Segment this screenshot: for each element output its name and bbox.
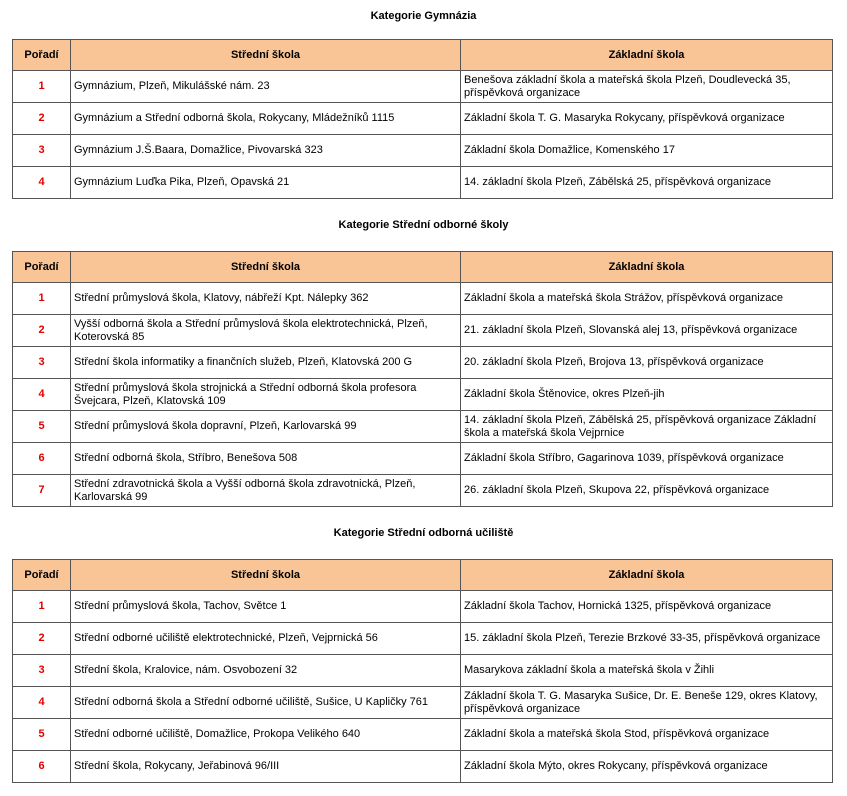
header-elementary-school: Základní škola [461, 252, 833, 283]
results-table-stredni-odborna-uciliste [12, 559, 833, 783]
results-table-gymnazia [12, 39, 833, 199]
section-stredni-odborne-skoly [0, 217, 847, 233]
high-school-cell: Vyšší odborná škola a Střední průmyslová škola elektrotechnická, Plzeň, Koterovská 85 [71, 315, 461, 347]
rank-cell: 6 [13, 443, 71, 475]
elementary-school-cell: Základní škola Domažlice, Komenského 17 [461, 135, 833, 167]
elementary-school-cell: Základní škola Mýto, okres Rokycany, příspěvková organizace [461, 751, 833, 783]
header-rank: Pořadí [13, 40, 71, 71]
elementary-school-cell: Základní škola Stříbro, Gagarinova 1039, příspěvková organizace [461, 443, 833, 475]
elementary-school-cell: Základní škola Štěnovice, okres Plzeň-jih [461, 379, 833, 411]
high-school-cell: Střední škola, Rokycany, Jeřabinová 96/III [71, 751, 461, 783]
rank-cell: 7 [13, 475, 71, 507]
header-rank: Pořadí [13, 560, 71, 591]
high-school-cell: Střední průmyslová škola, Klatovy, nábřeží Kpt. Nálepky 362 [71, 283, 461, 315]
table-header-row [13, 40, 833, 71]
elementary-school-cell: 14. základní škola Plzeň, Zábělská 25, příspěvková organizace Základní škola a mateřská škola Vejprnice [461, 411, 833, 443]
header-high-school: Střední škola [71, 252, 461, 283]
rank-cell: 5 [13, 411, 71, 443]
high-school-cell: Gymnázium J.Š.Baara, Domažlice, Pivovarská 323 [71, 135, 461, 167]
high-school-cell: Střední škola, Kralovice, nám. Osvobození 32 [71, 655, 461, 687]
section-stredni-odborna-uciliste [0, 525, 847, 541]
high-school-cell: Střední škola informatiky a finančních služeb, Plzeň, Klatovská 200 G [71, 347, 461, 379]
rank-cell: 1 [13, 71, 71, 103]
elementary-school-cell: Základní škola a mateřská škola Strážov, příspěvková organizace [461, 283, 833, 315]
table-row [13, 623, 833, 655]
elementary-school-cell: 21. základní škola Plzeň, Slovanská alej 13, příspěvková organizace [461, 315, 833, 347]
table-row [13, 591, 833, 623]
rank-cell: 2 [13, 623, 71, 655]
table-row [13, 443, 833, 475]
elementary-school-cell: 14. základní škola Plzeň, Zábělská 25, příspěvková organizace [461, 167, 833, 199]
table-row [13, 167, 833, 199]
rank-cell: 1 [13, 591, 71, 623]
table-row [13, 315, 833, 347]
high-school-cell: Střední průmyslová škola, Tachov, Světce 1 [71, 591, 461, 623]
elementary-school-cell: 15. základní škola Plzeň, Terezie Brzkové 33-35, příspěvková organizace [461, 623, 833, 655]
rank-cell: 5 [13, 719, 71, 751]
high-school-cell: Střední průmyslová škola dopravní, Plzeň, Karlovarská 99 [71, 411, 461, 443]
header-elementary-school: Základní škola [461, 560, 833, 591]
table-row [13, 751, 833, 783]
high-school-cell: Gymnázium a Střední odborná škola, Rokycany, Mládežníků 1115 [71, 103, 461, 135]
high-school-cell: Střední odborné učiliště, Domažlice, Prokopa Velikého 640 [71, 719, 461, 751]
high-school-cell: Střední průmyslová škola strojnická a Střední odborná škola profesora Švejcara, Plzeň, Klatovská 109 [71, 379, 461, 411]
rank-cell: 3 [13, 347, 71, 379]
table-header-row [13, 252, 833, 283]
rank-cell: 3 [13, 655, 71, 687]
header-high-school: Střední škola [71, 40, 461, 71]
elementary-school-cell: Základní škola T. G. Masaryka Sušice, Dr. E. Beneše 129, okres Klatovy, příspěvková organizace [461, 687, 833, 719]
rank-cell: 2 [13, 103, 71, 135]
elementary-school-cell: Masarykova základní škola a mateřská škola v Žihli [461, 655, 833, 687]
category-title: Kategorie Střední odborné školy [338, 219, 509, 231]
table-row [13, 719, 833, 751]
table-row [13, 379, 833, 411]
elementary-school-cell: Základní škola T. G. Masaryka Rokycany, příspěvková organizace [461, 103, 833, 135]
elementary-school-cell: Benešova základní škola a mateřská škola Plzeň, Doudlevecká 35, příspěvková organizace [461, 71, 833, 103]
rank-cell: 4 [13, 379, 71, 411]
header-high-school: Střední škola [71, 560, 461, 591]
table-row [13, 347, 833, 379]
table-header-row [13, 560, 833, 591]
table-row [13, 103, 833, 135]
elementary-school-cell: 20. základní škola Plzeň, Brojova 13, příspěvková organizace [461, 347, 833, 379]
rank-cell: 1 [13, 283, 71, 315]
category-title: Kategorie Gymnázia [370, 10, 477, 22]
elementary-school-cell: Základní škola Tachov, Hornická 1325, příspěvková organizace [461, 591, 833, 623]
rank-cell: 4 [13, 167, 71, 199]
rank-cell: 6 [13, 751, 71, 783]
high-school-cell: Střední odborná škola a Střední odborné učiliště, Sušice, U Kapličky 761 [71, 687, 461, 719]
header-rank: Pořadí [13, 252, 71, 283]
high-school-cell: Střední zdravotnická škola a Vyšší odborná škola zdravotnická, Plzeň, Karlovarská 99 [71, 475, 461, 507]
rank-cell: 2 [13, 315, 71, 347]
table-row [13, 71, 833, 103]
results-table-stredni-odborne-skoly [12, 251, 833, 507]
table-row [13, 475, 833, 507]
table-row [13, 283, 833, 315]
rank-cell: 4 [13, 687, 71, 719]
table-row [13, 655, 833, 687]
table-row [13, 135, 833, 167]
high-school-cell: Gymnázium, Plzeň, Mikulášské nám. 23 [71, 71, 461, 103]
table-row [13, 411, 833, 443]
table-row [13, 687, 833, 719]
high-school-cell: Gymnázium Luďka Pika, Plzeň, Opavská 21 [71, 167, 461, 199]
rank-cell: 3 [13, 135, 71, 167]
section-gymnazia [0, 8, 847, 24]
elementary-school-cell: Základní škola a mateřská škola Stod, příspěvková organizace [461, 719, 833, 751]
category-title: Kategorie Střední odborná učiliště [333, 527, 514, 539]
header-elementary-school: Základní škola [461, 40, 833, 71]
high-school-cell: Střední odborná škola, Stříbro, Benešova 508 [71, 443, 461, 475]
elementary-school-cell: 26. základní škola Plzeň, Skupova 22, příspěvková organizace [461, 475, 833, 507]
high-school-cell: Střední odborné učiliště elektrotechnické, Plzeň, Vejprnická 56 [71, 623, 461, 655]
